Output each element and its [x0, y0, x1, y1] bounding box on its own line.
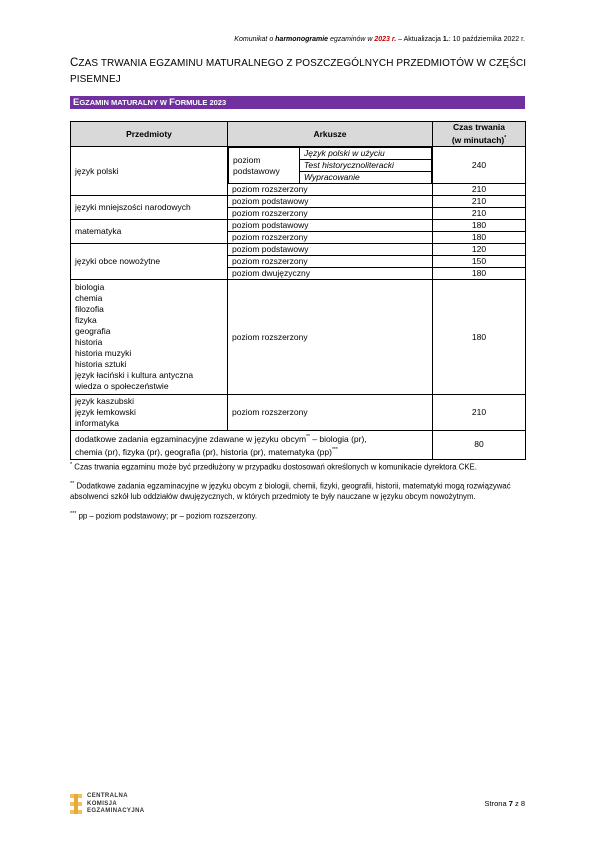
header-subjects: Przedmioty [71, 122, 228, 147]
level-cell: poziom rozszerzony [228, 232, 433, 244]
subject-name: historia [75, 337, 103, 347]
subject-name: historia muzyki [75, 348, 132, 358]
sheet-name: Język polski w użyciu [300, 148, 432, 160]
logo-mark-icon [70, 794, 82, 814]
subject-name: chemia [75, 293, 103, 303]
subject-list-cell [71, 280, 228, 395]
subject-name: informatyka [75, 418, 119, 428]
level-cell: poziom podstawowy [228, 220, 433, 232]
level-label: poziom podstawowy [229, 148, 300, 184]
page-number: Strona 7 z 8 [484, 799, 525, 808]
time-cell: 240 [433, 147, 526, 184]
subject-cell: języki mniejszości narodowych [71, 196, 228, 220]
subject-name: język kaszubski [75, 396, 135, 406]
level-cell: poziom rozszerzony [228, 280, 433, 395]
time-cell: 210 [433, 184, 526, 196]
subject-cell: języki obce nowożytne [71, 244, 228, 280]
subject-cell: język polski [71, 147, 228, 196]
sheet-name: Wypracowanie [300, 172, 432, 184]
level-cell: poziom rozszerzony [228, 395, 433, 431]
subject-name: filozofia [75, 304, 104, 314]
table-row [71, 244, 526, 256]
subject-cell: matematyka [71, 220, 228, 244]
subject-list-cell [71, 395, 228, 431]
table-row [71, 395, 526, 431]
additional-tasks-cell: dodatkowe zadania egzaminacyjne zdawane w języku obcym** – biologia (pr), chemia (pr), fizyka (pr), geografia (pr), historia (pr), matematyka (pp)*** [71, 431, 433, 460]
subject-name: język łaciński i kultura antyczna [75, 370, 194, 380]
subject-name: fizyka [75, 315, 97, 325]
subject-name: wiedza o społeczeństwie [75, 381, 169, 391]
footnote-3: *** pp – poziom podstawowy; pr – poziom rozszerzony. [70, 510, 257, 521]
subject-name: geografia [75, 326, 111, 336]
table-row [71, 220, 526, 232]
time-cell: 80 [433, 431, 526, 460]
level-cell: poziom rozszerzony [228, 256, 433, 268]
time-cell: 210 [433, 395, 526, 431]
logo-text: CENTRALNA KOMISJA EGZAMINACYJNA [87, 793, 145, 814]
level-cell: poziom rozszerzony [228, 184, 433, 196]
time-cell: 210 [433, 208, 526, 220]
footnotes [70, 460, 525, 528]
level-cell: poziom rozszerzony [228, 208, 433, 220]
table-row [71, 147, 526, 184]
subject-name: historia sztuki [75, 359, 127, 369]
subject-name: język łemkowski [75, 407, 136, 417]
table-row [71, 280, 526, 395]
time-cell: 180 [433, 268, 526, 280]
time-cell: 180 [433, 280, 526, 395]
level-cell: poziom dwujęzyczny [228, 268, 433, 280]
time-cell: 180 [433, 232, 526, 244]
document-header: Komunikat o harmonogramie egzaminów w 2023 r. – Aktualizacja 1.: 10 października 2022 r. [234, 36, 525, 43]
header-time: Czas trwania (w minutach)* [433, 122, 526, 147]
exam-duration-table [70, 121, 526, 460]
time-cell: 120 [433, 244, 526, 256]
sheet-name: Test historycznoliteracki [300, 160, 432, 172]
footnote-1: * Czas trwania egzaminu może być przedłużony w przypadku dostosowań określonych w komunikacie dyrektora CKE. [70, 462, 477, 472]
cke-logo [70, 793, 145, 816]
time-cell: 180 [433, 220, 526, 232]
page-title: CZAS TRWANIA EGZAMINU MATURALNEGO Z POSZCZEGÓLNYCH PRZEDMIOTÓW W CZĘŚCI PISEMNEJ [70, 57, 527, 85]
time-cell: 150 [433, 256, 526, 268]
subject-name: biologia [75, 282, 105, 292]
table-row [71, 196, 526, 208]
level-cell: poziom podstawowy [228, 196, 433, 208]
table-row [71, 431, 526, 460]
time-cell: 210 [433, 196, 526, 208]
table-header-row [71, 122, 526, 147]
level-cell: poziom podstawowy [228, 244, 433, 256]
sheets-cell [228, 147, 433, 184]
header-sheets: Arkusze [228, 122, 433, 147]
footnote-2: ** Dodatkowe zadania egzaminacyjne w języku obcym z biologii, chemii, fizyki, geografii, historii, matematyki mogą rozwiązywać absolwenci szkół lub oddziałów dwujęzycznych, w których przedmioty te były nauczane w języku obcym nowożytnym. [70, 481, 511, 502]
section-heading: EGZAMIN MATURALNY W FORMULE 2023 [70, 96, 525, 109]
